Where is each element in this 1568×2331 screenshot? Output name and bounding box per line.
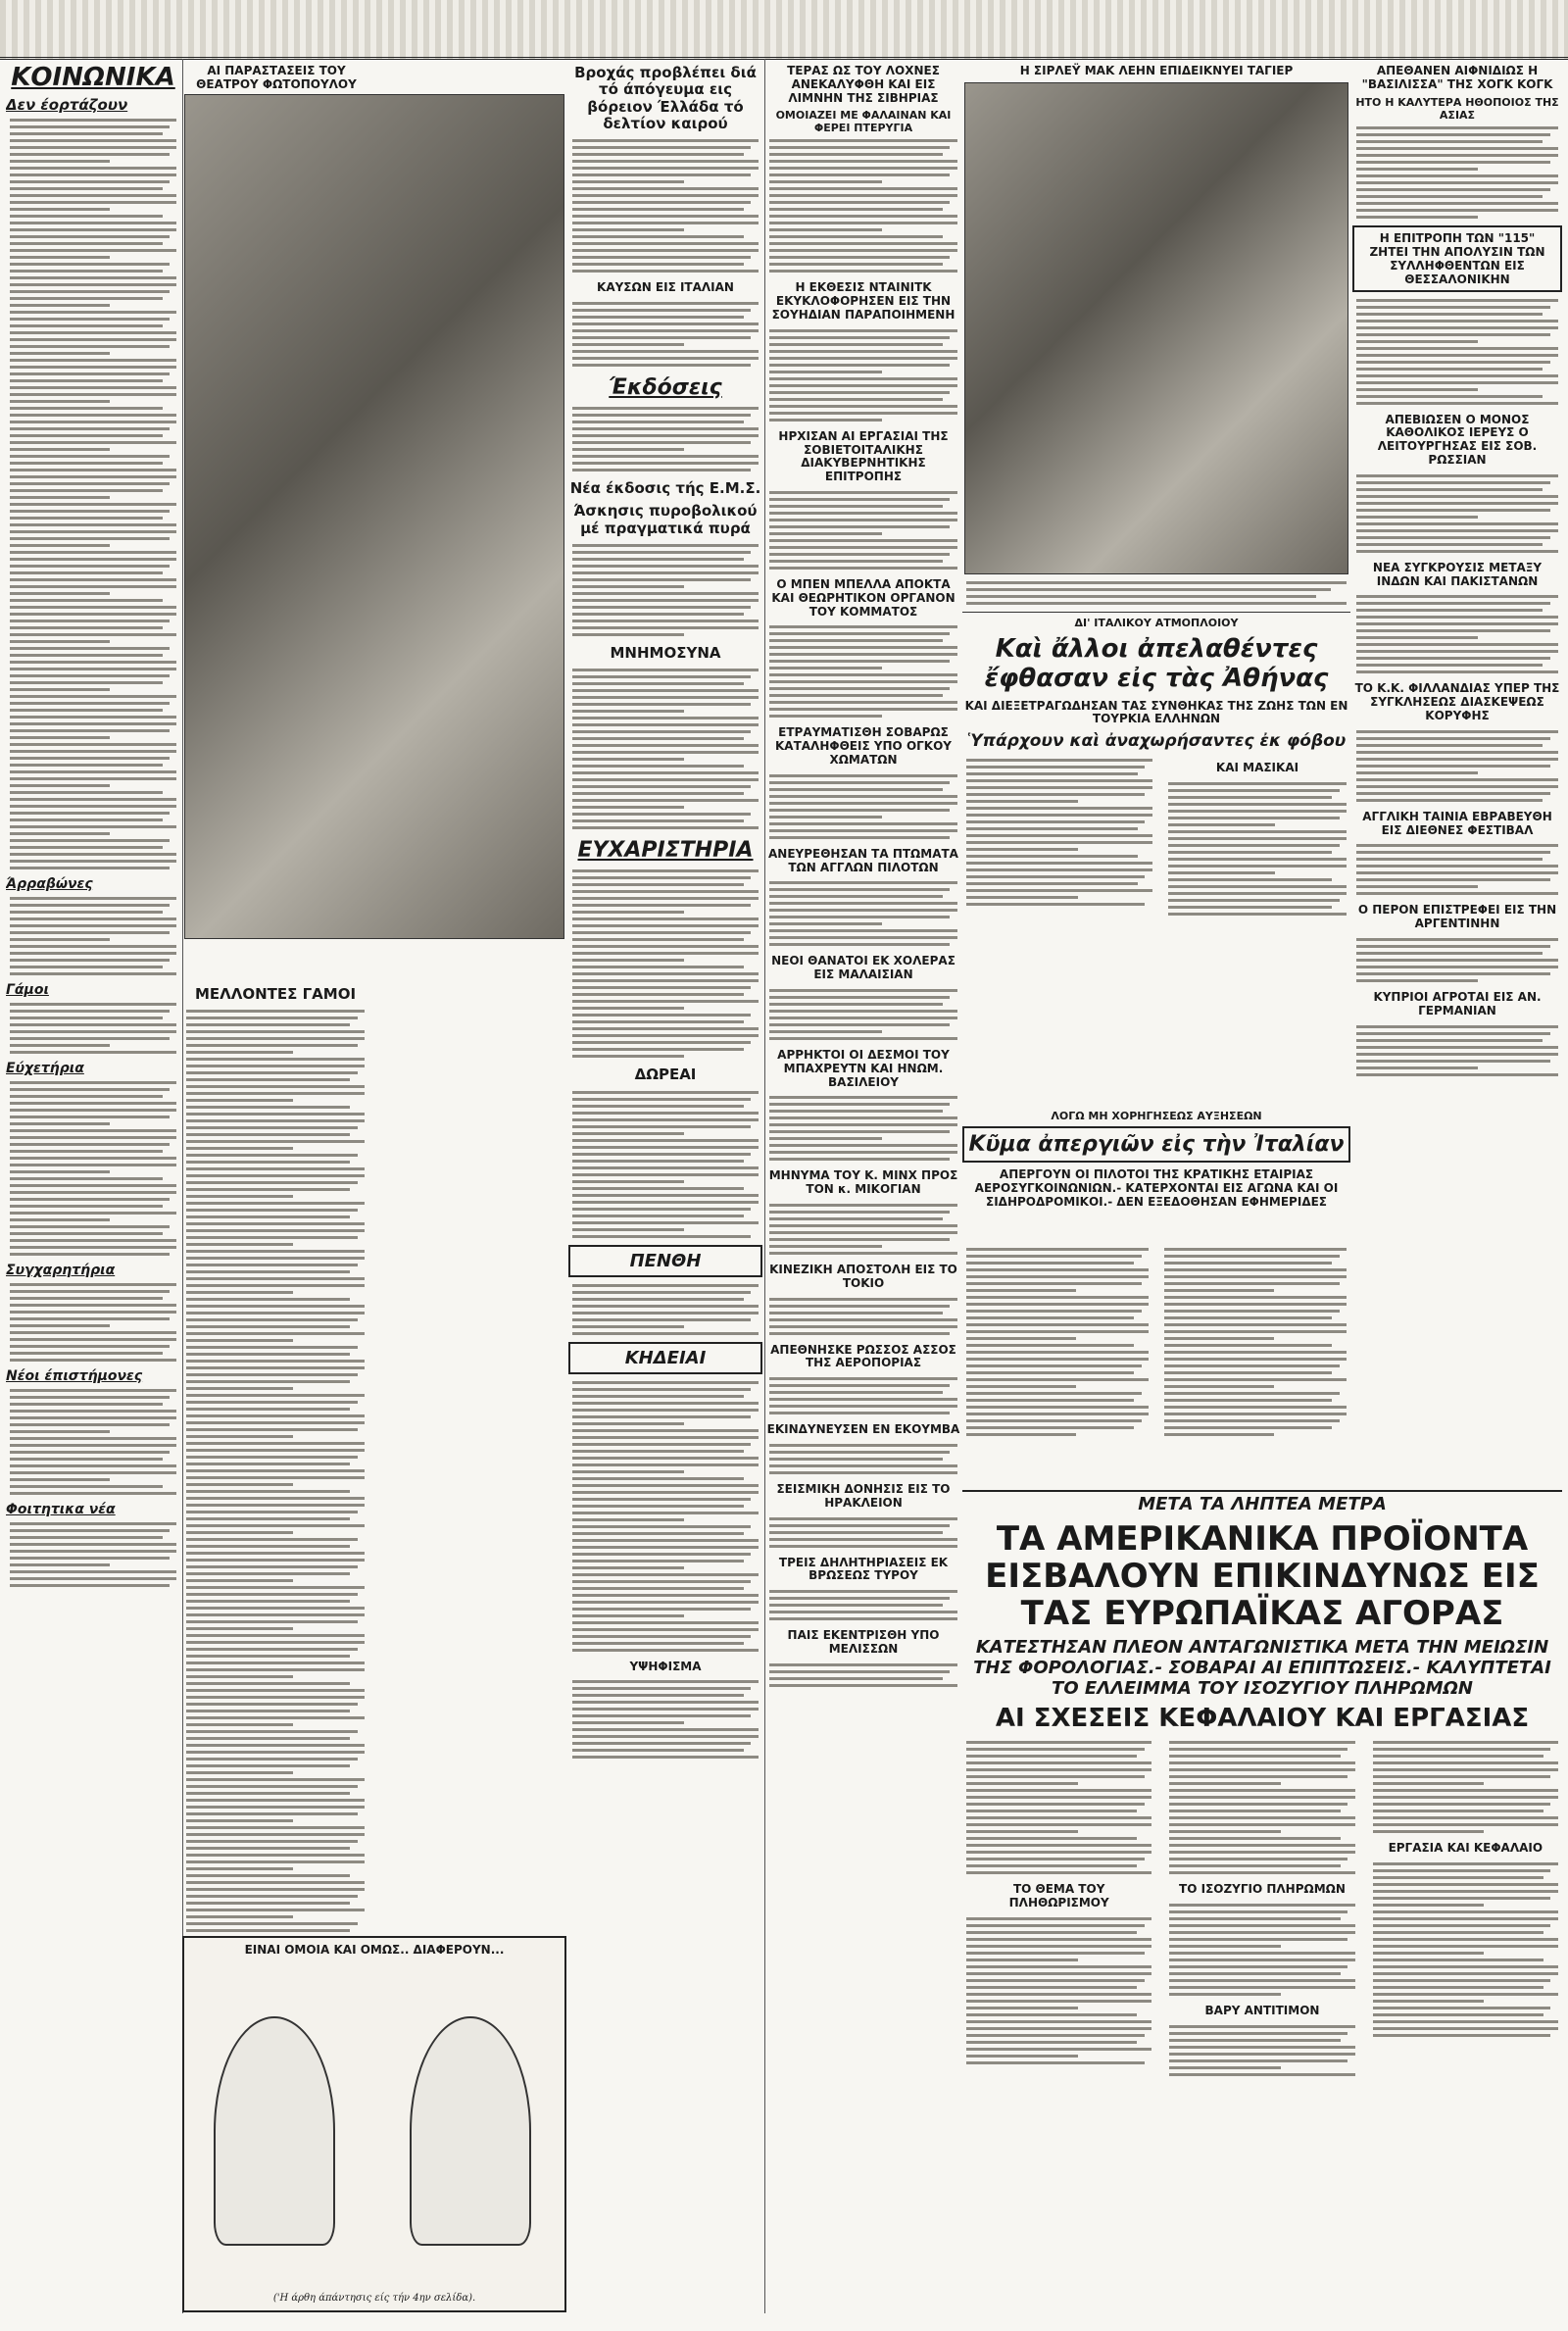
- text-block: [765, 986, 961, 1043]
- section-wishes: Εύχετήρια: [6, 1061, 84, 1076]
- column-weather: [568, 59, 762, 2313]
- text-block: [1352, 841, 1562, 898]
- main-headline: Καὶ ἄλλοι ἀπελαθέντες ἔφθασαν εἰς τὰς Ἀθήνας: [984, 633, 1329, 693]
- headline-pilots: ΑΝΕΥΡΕΘΗΣΑΝ ΤΑ ΠΤΩΜΑΤΑ ΤΩΝ ΑΓΓΛΩΝ ΠΙΛΟΤΩΝ: [768, 846, 958, 874]
- section-title: ΚΟΙΝΩΝΙΚΑ: [11, 63, 175, 92]
- text-block: [1165, 1738, 1358, 1877]
- text-block: [765, 136, 961, 275]
- section-weddings: Γάμοι: [6, 982, 49, 998]
- photo-caption: [962, 578, 1350, 608]
- subhead-labour-capital: ΕΡΓΑΣΙΑ ΚΑΙ ΚΕΦΑΛΑΙΟ: [1388, 1841, 1544, 1856]
- text-block: [568, 1281, 762, 1338]
- text-block: [765, 1441, 961, 1477]
- text-block: [6, 1280, 180, 1364]
- section-engagements: Άρραβώνες: [6, 876, 93, 892]
- shirley-photo: [964, 82, 1348, 574]
- text-block: [568, 1378, 762, 1655]
- headline-india-pakistan: ΝΕΑ ΣΥΓΚΡΟΥΣΙΣ ΜΕΤΑΞΥ ΙΝΔΩΝ ΚΑΙ ΠΑΚΙΣΤΑΝΩΝ: [1372, 560, 1543, 588]
- cartoon-figure-left: [214, 2016, 335, 2246]
- text-block: [568, 867, 762, 1061]
- text-block: [765, 1661, 961, 1690]
- column-social: [6, 59, 180, 2313]
- cartoon-title: ΕΙΝΑΙ ΟΜΟΙΑ ΚΑΙ ΟΜΩΣ.. ΔΙΑΦΕΡΟΥΝ...: [244, 1943, 505, 1957]
- text-block: [765, 1201, 961, 1258]
- text-block: [568, 136, 762, 275]
- cartoon-caption: ('Η άρθη άπάντησις είς τήν 4ην σελίδα).: [272, 2292, 476, 2304]
- text-block: [765, 1587, 961, 1623]
- text-block: [765, 878, 961, 949]
- headline-danger: ΕΚΙΝΔΥΝΕΥΣΕΝ ΕΝ ΕΚΟΥΜΒΑ: [766, 1422, 960, 1437]
- headline-donations: ΔΩΡΕΑΙ: [634, 1066, 697, 1084]
- main-sub2: Ὑπάρχουν καὶ ἀναχωρήσαντες ἐκ φόβου: [966, 731, 1347, 752]
- headline-ben-bella: Ο ΜΠΕΝ ΜΠΕΛΛΑ ΑΠΟΚΤΑ ΚΑΙ ΘΕΩΡΗΤΙΚΟΝ ΟΡΓΑΝΟΝ ΤΟΥ ΚΟΜΜΑΤΟΣ: [771, 576, 956, 619]
- text-block: [1164, 779, 1350, 918]
- text-block: [765, 488, 961, 572]
- text-block: [6, 1078, 180, 1259]
- text-block: [962, 1914, 1155, 2067]
- cartoon-box: [182, 1936, 566, 2312]
- headline-artillery: Άσκησις πυροβολικού μέ πραγματικά πυρά: [573, 502, 758, 537]
- headline-future-weddings: ΜΕΛΛΟΝΤΕΣ ΓΑΜΟΙ: [194, 985, 357, 1003]
- strike-headline: Κῦμα ἀπεργιῶν εἰς τὴν Ἰταλίαν: [962, 1126, 1350, 1163]
- section-congratulations: Συγχαρητήρια: [6, 1263, 116, 1278]
- text-block: [1160, 1245, 1350, 1488]
- headline-earthquake: ΣΕΙΣΜΙΚΗ ΔΟΝΗΣΙΣ ΕΙΣ ΤΟ ΗΡΑΚΛΕΙΟΝ: [776, 1481, 951, 1510]
- text-block: [568, 404, 762, 474]
- kicker-raises: ΛΟΓΩ ΜΗ ΧΟΡΗΓΗΣΕΩΣ ΑΥΞΗΣΕΩΝ: [1051, 1110, 1262, 1122]
- text-block: [765, 1514, 961, 1551]
- headline-committee-115: Η ΕΠΙΤΡΟΠΗ ΤΩΝ "115" ΖΗΤΕΙ ΤΗΝ ΑΠΟΛΥΣΙΝ ΤΩΝ ΣΥΛΛΗΦΘΕΝΤΩΝ ΕΙΣ ΘΕΣΣΑΛΟΝΙΚΗΝ: [1352, 225, 1562, 292]
- headline-resolution: ΥΨΗΦΙΣΜΑ: [629, 1659, 702, 1673]
- text-block: [1352, 935, 1562, 985]
- headline-farmers: ΚΥΠΡΙΟΙ ΑΓΡΟΤΑΙ ΕΙΣ ΑΝ. ΓΕΡΜΑΝΙΑΝ: [1373, 989, 1542, 1017]
- headline-cholera: ΝΕΟΙ ΘΑΝΑΤΟΙ ΕΚ ΧΟΛΕΡΑΣ ΕΙΣ ΜΑΛΑΙΣΙΑΝ: [771, 954, 956, 982]
- headline-publications: Έκδόσεις: [609, 374, 722, 400]
- text-block: [6, 116, 180, 872]
- text-block: [1352, 124, 1562, 222]
- text-block: [1352, 727, 1562, 805]
- text-block: [1352, 592, 1562, 676]
- headline-queen: ΑΠΕΘΑΝΕΝ ΑΙΦΝΙΔΙΩΣ Η "ΒΑΣΙΛΙΣΣΑ" ΤΗΣ ΧΟΓΚ ΚΟΓΚ: [1361, 64, 1553, 91]
- kicker-ship: ΔΙ' ΙΤΑΛΙΚΟΥ ΑΤΜΟΠΛΟΙΟΥ: [1074, 616, 1239, 629]
- text-block: [6, 1519, 180, 1590]
- headline-heatwave: ΚΑΥΣΩΝ ΕΙΣ ΙΤΑΛΙΑΝ: [597, 280, 734, 294]
- column-right-news: [1352, 59, 1562, 1478]
- text-block: [1165, 2022, 1358, 2079]
- subhead-balance: ΤΟ ΙΣΟΖΥΓΙΟ ΠΛΗΡΩΜΩΝ: [1179, 1882, 1346, 1897]
- headline-committee: ΗΡΧΙΣΑΝ ΑΙ ΕΡΓΑΣΙΑΙ ΤΗΣ ΣΟΒΙΕΤΟΙΤΑΛΙΚΗΣ ΔΙΑΚΥΒΕΡΝΗΤΙΚΗΣ ΕΠΙΤΡΟΠΗΣ: [778, 428, 949, 484]
- big-subheadline-2: ΑΙ ΣΧΕΣΕΙΣ ΚΕΦΑΛΑΙΟΥ ΚΑΙ ΕΡΓΑΣΙΑΣ: [995, 1704, 1530, 1734]
- section-new-scientists: Νέοι έπιστήμονες: [6, 1368, 143, 1384]
- text-block: [568, 1677, 762, 1761]
- headline-exhibition: Η ΕΚΘΕΣΙΣ ΝΤΑΙΝΙΤΚ ΕΚΥΚΛΟΦΟΡΗΣΕΝ ΕΙΣ ΤΗΝ ΣΟΥΗΔΙΑΝ ΠΑΡΑΠΟΙΗΜΕΝΗ: [771, 280, 956, 322]
- headline-russian-ace: ΑΠΕΘΝΗΣΚΕ ΡΩΣΣΟΣ ΑΣΣΟΣ ΤΗΣ ΑΕΡΟΠΟΡΙΑΣ: [770, 1342, 956, 1370]
- text-block: [6, 1386, 180, 1498]
- text-block: [6, 1000, 180, 1057]
- strike-story-head: [962, 1108, 1350, 1245]
- text-block: [765, 771, 961, 842]
- main-story-area: [962, 59, 1350, 1108]
- theatre-photo: [184, 94, 564, 939]
- headline-film: ΑΓΓΛΙΚΗ ΤΑΙΝΙΑ ΕΒΡΑΒΕΥΘΗ ΕΙΣ ΔΙΕΘΝΕΣ ΦΕΣΤΙΒΑΛ: [1362, 809, 1552, 837]
- strike-sub: ΑΠΕΡΓΟΥΝ ΟΙ ΠΙΛΟΤΟΙ ΤΗΣ ΚΡΑΤΙΚΗΣ ΕΤΑΙΡΙΑΣ ΑΕΡΟΣΥΓΚΟΙΝΩΝΙΩΝ.- ΚΑΤΕΡΧΟΝΤΑΙ ΕΙΣ ΑΓΩΝΑ ΚΑΙ ΟΙ ΣΙΔΗΡΟΔΡΟΜΙΚΟΙ.- ΔΕΝ ΕΞΕΔΟΘΗΣΑΝ ΕΦΗΜΕΡΙΔΕΣ: [974, 1167, 1339, 1209]
- big-subheadline: ΚΑΤΕΣΤΗΣΑΝ ΠΛΕΟΝ ΑΝΤΑΓΩΝΙΣΤΙΚΑ ΜΕΤΑ ΤΗΝ ΜΕΙΩΣΙΝ ΤΗΣ ΦΟΡΟΛΟΓΙΑΣ.- ΣΟΒΑΡΑΙ ΑΙ ΕΠΙΠΤΩΣΕΙΣ.- ΚΑΛΥΠΤΕΤΑΙ ΤΟ ΕΛΛΕΙΜΜΑ ΤΟΥ ΙΣΟΖΥΓΙΟΥ ΠΛΗΡΩΜΩΝ: [973, 1637, 1551, 1699]
- column-world-news: [764, 59, 961, 2313]
- headline-mourning: ΠΕΝΘΗ: [568, 1245, 762, 1277]
- text-block: [1352, 296, 1562, 408]
- headline-monster-sub: ΟΜΟΙΑΖΕΙ ΜΕ ΦΑΛΑΙΝΑΝ ΚΑΙ ΦΕΡΕΙ ΠΤΕΡΥΓΙΑ: [775, 109, 952, 135]
- headline-peron: Ο ΠΕΡΟΝ ΕΠΙΣΤΡΕΦΕΙ ΕΙΣ ΤΗΝ ΑΡΓΕΝΤΙΝΗΝ: [1357, 903, 1557, 931]
- kicker-measures: ΜΕΤΑ ΤΑ ΛΗΠΤΕΑ ΜΕΤΡΑ: [1138, 1494, 1387, 1514]
- headline-monster: ΤΕΡΑΣ ΩΣ ΤΟΥ ΛΟΧΝΕΣ ΑΝΕΚΑΛΥΦΘΗ ΚΑΙ ΕΙΣ ΛΙΜΝΗΝ ΤΗΣ ΣΙΒΗΡΙΑΣ: [787, 64, 940, 105]
- subhead-price: ΒΑΡΥ ΑΝΤΙΤΙΜΟΝ: [1204, 2003, 1320, 2017]
- text-block: [765, 1093, 961, 1164]
- headline-bonds: ΑΡΡΗΚΤΟΙ ΟΙ ΔΕΣΜΟΙ ΤΟΥ ΜΠΑΧΡΕΥΤΝ ΚΑΙ ΗΝΩΜ. ΒΑΣΙΛΕΙΟΥ: [777, 1047, 950, 1089]
- cartoon-figure-right: [410, 2016, 531, 2246]
- headline-thanks: ΕΥΧΑΡΙΣΤΗΡΙΑ: [577, 838, 754, 864]
- headline-masikai: ΚΑΙ ΜΑΣΙΚΑΙ: [1215, 760, 1299, 774]
- section-student-news: Φοιτητικα νέα: [6, 1502, 116, 1517]
- text-block: [1165, 1901, 1358, 1999]
- text-block: [765, 326, 961, 424]
- text-block: [568, 541, 762, 639]
- headline-new-edition: Νέα έκδοσις τής Ε.Μ.Σ.: [569, 479, 761, 498]
- text-block: [1352, 471, 1562, 556]
- text-block: [182, 1007, 368, 2038]
- headline-injured: ΕΤΡΑΥΜΑΤΙΣΘΗ ΣΟΒΑΡΩΣ ΚΑΤΑΛΗΦΘΕΙΣ ΥΠΟ ΟΓΚΟΥ ΧΩΜΑΤΩΝ: [775, 725, 952, 767]
- text-block: [765, 1295, 961, 1338]
- headline-memorials: ΜΝΗΜΟΣΥΝΑ: [610, 643, 721, 662]
- big-headline: ΤΑ ΑΜΕΡΙΚΑΝΙΚΑ ΠΡΟΪΟΝΤΑ ΕΙΣΒΑΛΟΥΝ ΕΠΙΚΙΝΔΥΝΩΣ ΕΙΣ ΤΑΣ ΕΥΡΩΠΑΪΚΑΣ ΑΓΟΡΑΣ: [985, 1519, 1540, 1634]
- headline-weather: Βροχάς προβλέπει διά τό άπόγευμα εις βόρειον Έλλάδα τό δελτίον καιρού: [574, 64, 757, 132]
- text-block: [6, 894, 180, 978]
- text-block: [962, 1245, 1152, 1488]
- theatre-photo-box: [182, 90, 566, 963]
- text-block: [962, 756, 1156, 918]
- american-products-story: [962, 1490, 1562, 2315]
- headline: ΑΙ ΠΑΡΑΣΤΑΣΕΙΣ ΤΟΥ ΘΕΑΤΡΟΥ ΦΩΤΟΠΟΥΛΟΥ: [196, 64, 357, 91]
- headline-shirley: Η ΣΙΡΛΕΫ ΜΑΚ ΛΕΗΝ ΕΠΙΔΕΙΚΝΥΕΙ ΤΑΓΙΕΡ: [1019, 64, 1294, 77]
- subhead-inflation: ΤΟ ΘΕΜΑ ΤΟΥ ΠΛΗΘΩΡΙΣΜΟΥ: [1008, 1882, 1109, 1909]
- headline-message: ΜΗΝΥΜΑ ΤΟΥ Κ. ΜΙΝΧ ΠΡΟΣ ΤΟΝ κ. ΜΙΚΟΓΙΑΝ: [768, 1168, 958, 1197]
- headline-priest: ΑΠΕΒΙΩΣΕΝ Ο ΜΟΝΟΣ ΚΑΘΟΛΙΚΟΣ ΙΕΡΕΥΣ Ο ΛΕΙΤΟΥΡΓΗΣΑΣ ΕΙΣ ΣΟΒ. ΡΩΣΣΙΑΝ: [1377, 412, 1538, 467]
- headline-chinese-mission: ΚΙΝΕΖΙΚΗ ΑΠΟΣΤΟΛΗ ΕΙΣ ΤΟ ΤΟΚΙΟ: [769, 1262, 957, 1290]
- text-block: [962, 1738, 1155, 1877]
- text-block: [568, 299, 762, 370]
- text-block: [765, 622, 961, 720]
- headline-poisoning: ΤΡΕΙΣ ΔΗΛΗΤΗΡΙΑΣΕΙΣ ΕΚ ΒΡΩΣΕΩΣ ΤΥΡΟΥ: [778, 1555, 949, 1583]
- text-block: [568, 666, 762, 832]
- masthead-strip: [0, 0, 1568, 60]
- strike-story-body: [962, 1245, 1350, 1488]
- headline-funerals: ΚΗΔΕΙΑΙ: [568, 1342, 762, 1374]
- text-block: [765, 1374, 961, 1417]
- text-block: [1369, 1860, 1562, 2040]
- headline-bees: ΠΑΙΣ ΕΚΕΝΤΡΙΣΘΗ ΥΠΟ ΜΕΛΙΣΣΩΝ: [787, 1628, 940, 1656]
- main-sub: ΚΑΙ ΔΙΕΞΕΤΡΑΓΩΔΗΣΑΝ ΤΑΣ ΣΥΝΘΗΚΑΣ ΤΗΣ ΖΩΗΣ ΤΩΝ ΕΝ ΤΟΥΡΚΙΑ ΕΛΛΗΝΩΝ: [964, 698, 1348, 726]
- text-block: [1369, 1738, 1562, 1836]
- text-block: [568, 1088, 762, 1241]
- headline-finland: ΤΟ Κ.Κ. ΦΙΛΛΑΝΔΙΑΣ ΥΠΕΡ ΤΗΣ ΣΥΓΚΛΗΣΕΩΣ ΔΙΑΣΚΕΨΕΩΣ ΚΟΡΥΦΗΣ: [1354, 681, 1560, 722]
- headline-queen-sub: ΗΤΟ Η ΚΑΛΥΤΕΡΑ ΗΘΟΠΟΙΟΣ ΤΗΣ ΑΣΙΑΣ: [1355, 95, 1559, 122]
- section-subtitle: Δεν έορτάζουν: [6, 96, 128, 114]
- text-block: [1352, 1022, 1562, 1079]
